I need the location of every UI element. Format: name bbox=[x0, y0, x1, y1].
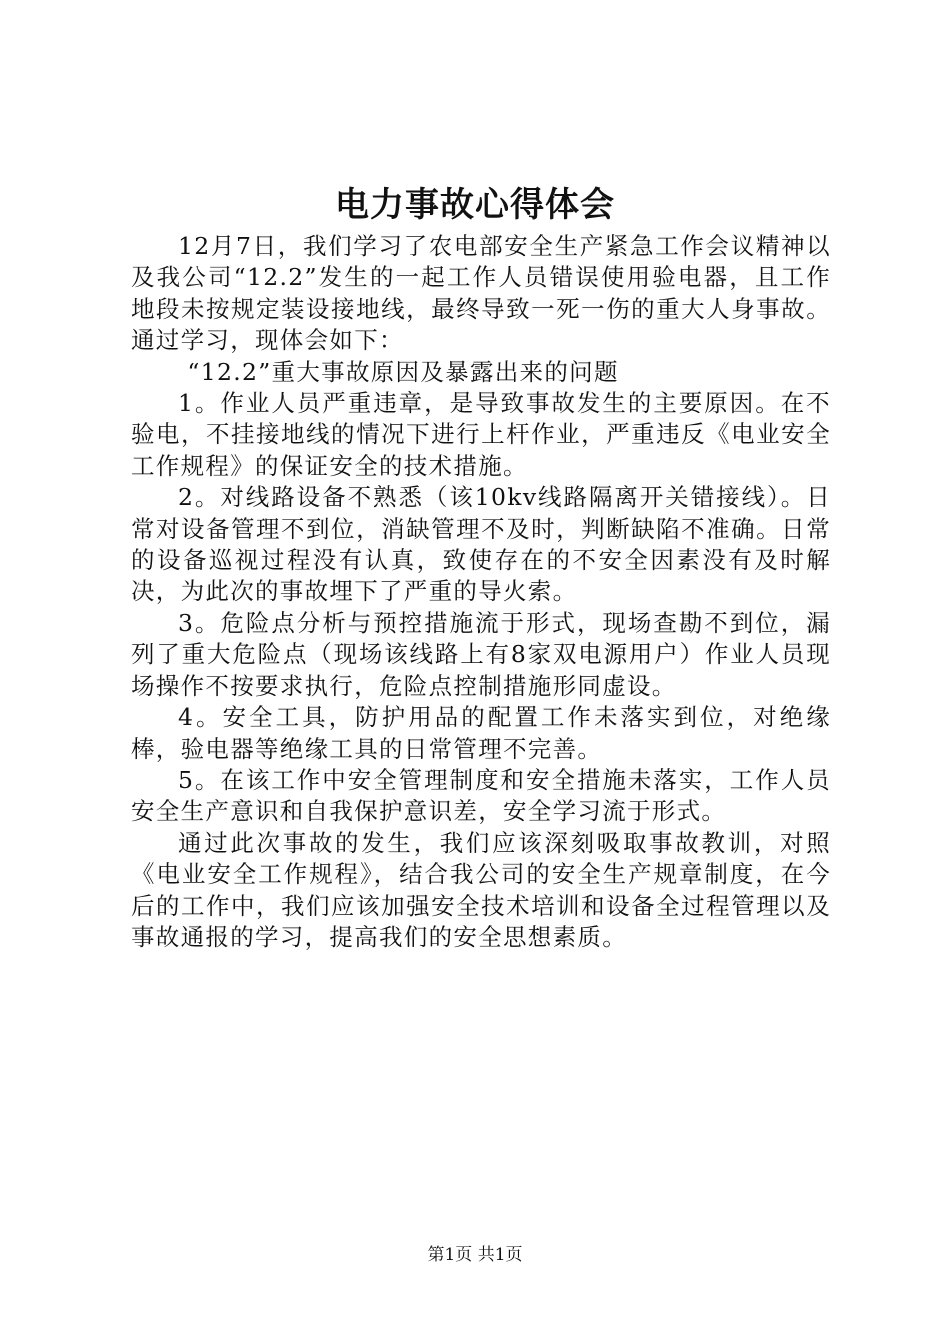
point-1-paragraph: 1。作业人员严重违章，是导致事故发生的主要原因。在不验电，不挂接地线的情况下进行上杆作业，严重违反《电业安全工作规程》的保证安全的技术措施。 bbox=[131, 389, 831, 480]
document-title: 电力事故心得体会 bbox=[335, 185, 615, 225]
point-3-paragraph: 3。危险点分析与预控措施流于形式，现场查勘不到位，漏列了重大危险点（现场该线路上有8家双电源用户）作业人员现场操作不按要求执行，危险点控制措施形同虚设。 bbox=[131, 608, 831, 700]
point-4-paragraph: 4。安全工具，防护用品的配置工作未落实到位，对绝缘棒，验电器等绝缘工具的日常管理不完善。 bbox=[131, 703, 831, 763]
point-5-paragraph: 5。在该工作中安全管理制度和安全措施未落实，工作人员安全生产意识和自我保护意识差，安全学习流于形式。 bbox=[131, 765, 831, 826]
conclusion-paragraph: 通过此次事故的发生，我们应该深刻吸取事故教训，对照《电业安全工作规程》，结合我公司的安全生产规章制度，在今后的工作中，我们应该加强安全技术培训和设备全过程管理以及事故通报的学习，提高我们的安全思想素质。 bbox=[131, 828, 831, 951]
section-heading: “12.2”重大事故原因及暴露出来的问题 bbox=[187, 357, 619, 386]
point-2-paragraph: 2。对线路设备不熟悉（该10kv线路隔离开关错接线）。日常对设备管理不到位，消缺管理不及时，判断缺陷不准确。日常的设备巡视过程没有认真，致使存在的不安全因素没有及时解决，为此次的事故埋下了严重的导火索。 bbox=[131, 483, 831, 606]
document-body bbox=[131, 231, 831, 953]
page-footer: 第1页 共1页 bbox=[427, 1245, 523, 1265]
intro-paragraph: 12月7日，我们学习了农电部安全生产紧急工作会议精神以及我公司“12.2”发生的一起工作人员错误使用验电器，且工作地段未按规定装设接地线，最终导致一死一伤的重大人身事故。通过学习，现体会如下： bbox=[131, 232, 831, 355]
